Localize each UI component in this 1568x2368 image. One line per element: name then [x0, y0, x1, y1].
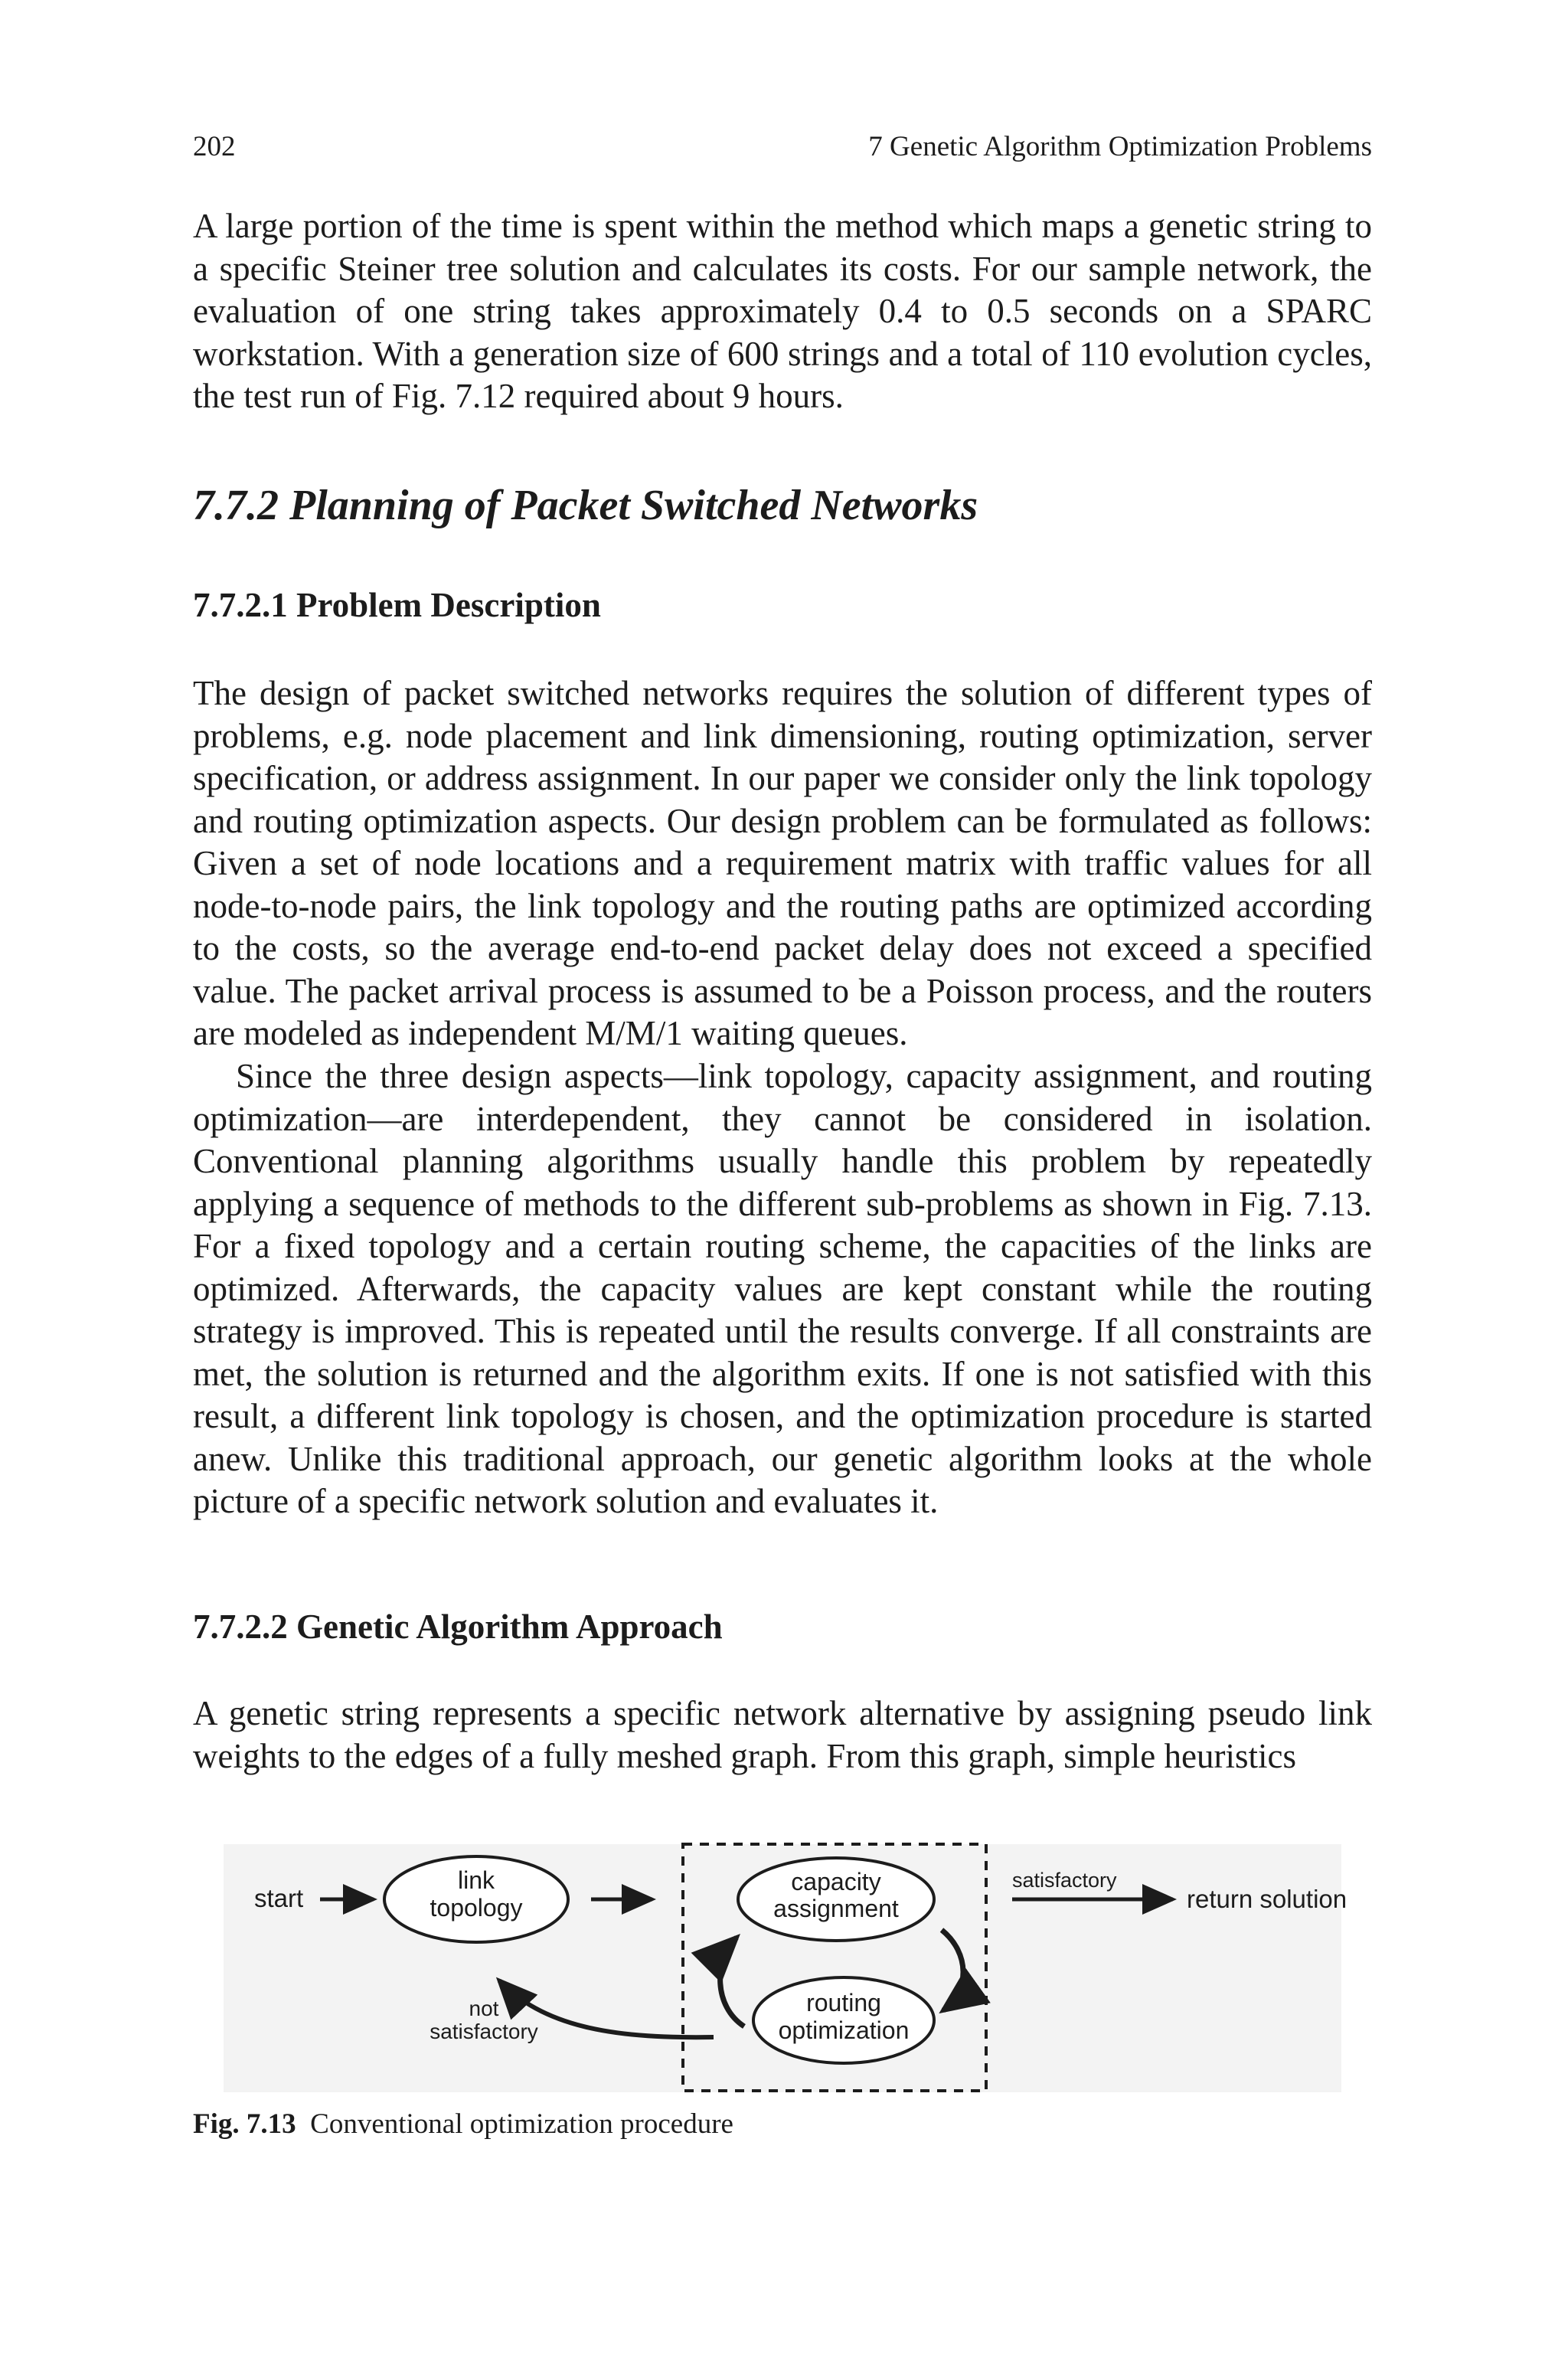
- return-solution-label: return solution: [1187, 1885, 1348, 1913]
- routing-label-line2: optimization: [778, 2016, 910, 2044]
- subsection-heading-genetic-approach: 7.7.2.2 Genetic Algorithm Approach: [193, 1608, 723, 1646]
- satisfactory-label: satisfactory: [1012, 1869, 1117, 1892]
- subsection-heading-problem-description: 7.7.2.1 Problem Description: [193, 586, 601, 624]
- optimization-procedure-diagram: [224, 1838, 1372, 2098]
- running-title: 7 Genetic Algorithm Optimization Problems: [868, 131, 1372, 162]
- genetic-approach-paragraph-1: A genetic string represents a specific network alternative by assigning pseudo link weights to the edges of a fully meshed graph. From this graph, simple heuristics: [193, 1694, 1372, 1775]
- capacity-label-line1: capacity: [791, 1868, 881, 1895]
- link-topology-label-line1: link: [457, 1866, 495, 1894]
- problem-description-paragraph-1: The design of packet switched networks requires the solution of different types of problems, e.g. node placement and link dimensioning, routing optimization, server specification, or address assignment. In our paper we consider only the link topology and routing optimization aspects. Our design problem can be formulated as follows: Given a set of node locations and a requirement matrix with traffic values for all node-to-node pairs, the link topology and the routing paths are optimized according to the costs, so the average end-to-end packet delay does not exceed a specified value. The packet arrival process is assumed to be a Poisson process, and the routers are modeled as independent M/M/1 waiting queues.: [193, 674, 1372, 1052]
- figure-caption-number: Fig. 7.13: [193, 2108, 296, 2140]
- figure-caption: [193, 2108, 733, 2141]
- not-satisfactory-label-line1: not: [469, 1997, 499, 2020]
- not-satisfactory-label-line2: satisfactory: [430, 2020, 538, 2043]
- start-label: start: [254, 1884, 304, 1912]
- link-topology-label-line2: topology: [430, 1894, 523, 1922]
- section-heading: 7.7.2 Planning of Packet Switched Networks: [193, 482, 978, 529]
- capacity-label-line2: assignment: [773, 1895, 899, 1922]
- intro-paragraph: A large portion of the time is spent within the method which maps a genetic string to a specific Steiner tree solution and calculates its costs. For our sample network, the evaluation of one string takes approximately 0.4 to 0.5 seconds on a SPARC workstation. With a generation size of 600 strings and a total of 110 evolution cycles, the test run of Fig. 7.12 required about 9 hours.: [193, 207, 1372, 415]
- figure-7-13: [224, 1838, 1372, 2098]
- routing-label-line1: routing: [806, 1989, 881, 2016]
- problem-description-paragraph-2: Since the three design aspects—link topology, capacity assignment, and routing optimization—are interdependent, they cannot be considered in isolation. Conventional planning algorithms usually handle this problem by repeatedly applying a sequence of methods to the different sub-problems as shown in Fig. 7.13. For a fixed topology and a certain routing scheme, the capacities of the links are optimized. Afterwards, the capacity values are kept constant while the routing strategy is improved. This is repeated until the results converge. If all constraints are met, the solution is returned and the algorithm exits. If one is not satisfied with this result, a different link topology is chosen, and the optimization procedure is started anew. Unlike this traditional approach, our genetic algorithm looks at the whole picture of a specific network solution and evaluates it.: [193, 1057, 1372, 1520]
- figure-caption-text: Conventional optimization procedure: [310, 2108, 733, 2140]
- page-number: 202: [193, 131, 236, 162]
